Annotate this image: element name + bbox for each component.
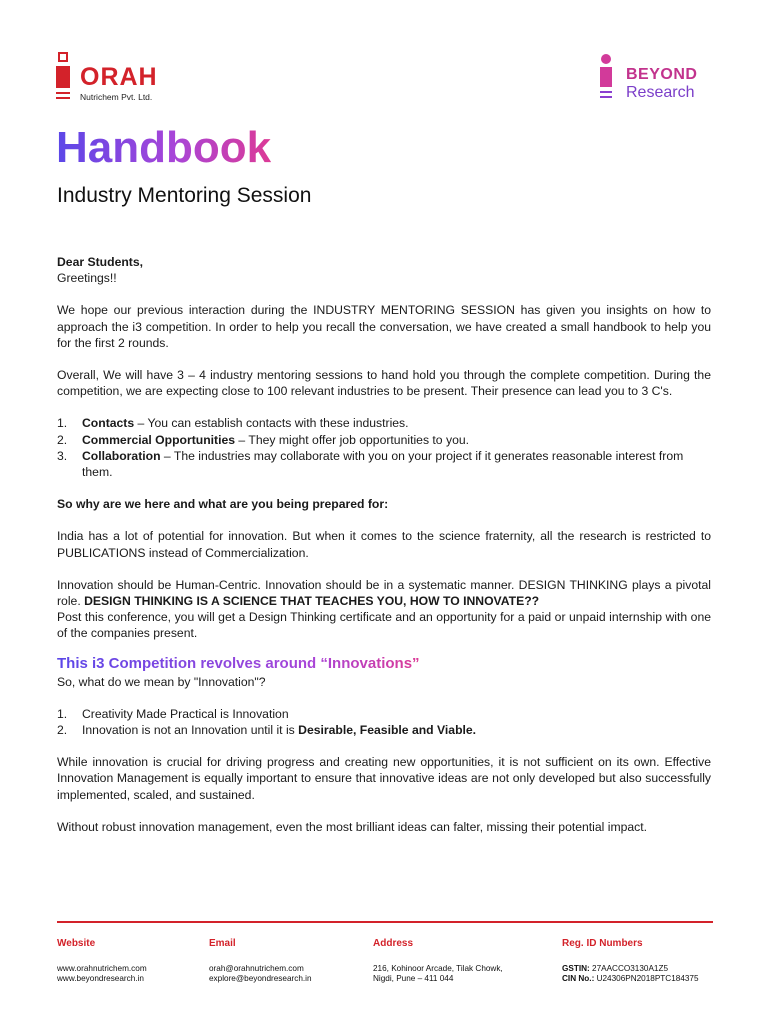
innovation-question: So, what do we mean by "Innovation"? [57, 674, 266, 689]
footer-reg-ids [562, 938, 699, 984]
page-title: Handbook [56, 120, 271, 176]
list-item-emphasis: Desirable, Feasible and Viable. [298, 723, 477, 738]
footer-website-link[interactable]: www.orahnutrichem.com [57, 964, 147, 973]
paragraph-intro: We hope our previous interaction during the INDUSTRY MENTORING SESSION has given you insights on how to approach the i3 competition. In order to help you recall the conversation, we have created a small handbook to help you for the first 2 rounds. [57, 303, 711, 350]
section-heading-innovations: This i3 Competition revolves around “Innovations” [57, 654, 420, 672]
page-subtitle: Industry Mentoring Session [57, 184, 312, 207]
footer-email-link[interactable]: orah@orahnutrichem.com [209, 964, 304, 973]
three-cs-list [57, 415, 711, 480]
list-item-text: Innovation is not an Innovation until it is [82, 723, 299, 738]
footer-website-link[interactable]: www.beyondresearch.in [57, 974, 144, 983]
innovation-list [57, 706, 711, 738]
list-item-text: – They might offer job opportunities to you. [235, 432, 470, 447]
beyond-logo-line2: Research [626, 84, 695, 101]
footer-email-link[interactable]: explore@beyondresearch.in [209, 974, 312, 983]
list-item-term: Commercial Opportunities [82, 432, 236, 447]
greeting: Greetings!! [57, 271, 117, 286]
orah-logo-name: ORAH [80, 63, 158, 91]
footer-divider [57, 921, 713, 923]
list-item: 1. Creativity Made Practical is Innovation [57, 706, 289, 721]
list-item-text: – The industries may collaborate with you on your project if it generates reasonable interest from them. [82, 448, 684, 480]
list-item: 1. Contacts – You can establish contacts with these industries. [57, 416, 409, 431]
beyond-logo-line1: BEYOND [626, 66, 698, 83]
footer-address [373, 938, 503, 984]
list-item: 2. Innovation is not an Innovation until it is Desirable, Feasible and Viable. [57, 723, 477, 738]
orah-logo [56, 52, 158, 102]
salutation: Dear Students, [57, 255, 144, 269]
list-item-text: – You can establish contacts with these industries. [134, 416, 409, 431]
paragraph-sessions: Overall, We will have 3 – 4 industry mentoring sessions to hand hold you through the complete competition. During the competition, we are expecting close to 100 relevant industries to be present. Their presence can lead you to 3 C's. [57, 368, 711, 399]
footer-address-line: Nigdi, Pune – 411 044 [373, 974, 454, 983]
paragraph-design-thinking: Innovation should be Human-Centric. Innovation should be in a systematic manner. DESIGN THINKING plays a pivotal role. DESIGN THINKING IS A SCIENCE THAT TEACHES YOU, HOW TO INNOVATE?? [57, 577, 711, 609]
footer-email-label: Email [209, 938, 236, 949]
orah-logo-icon [56, 52, 70, 102]
paragraph-innovation-management: While innovation is crucial for driving progress and creating new opportunities, it is not sufficient on its own. Effective Innovation Management is equally important to ensure that innovative ideas are not only developed but also successfully implemented, scaled, and sustained. [57, 755, 711, 802]
footer-address-label: Address [373, 938, 414, 949]
footer-address-line: 216, Kohinoor Arcade, Tilak Chowk, [373, 964, 503, 973]
why-heading: So why are we here and what are you being prepared for: [57, 497, 389, 512]
footer-email [209, 938, 312, 984]
footer-website [57, 938, 147, 984]
list-item: 3. Collaboration – The industries may collaborate with you on your project if it generates reasonable interest from them. [57, 448, 684, 480]
footer-gstin: GSTIN: 27AACCO3130A1Z5 [562, 964, 669, 973]
paragraph-closing: Without robust innovation management, even the most brilliant ideas can falter, missing their potential impact. [57, 819, 648, 834]
paragraph-certificate: Post this conference, you will get a Design Thinking certificate and an opportunity for a paid or unpaid internship with one of the companies present. [57, 610, 711, 641]
list-item-term: Contacts [82, 416, 135, 431]
beyond-logo-icon [600, 54, 612, 102]
orah-logo-subtitle: Nutrichem Pvt. Ltd. [80, 92, 153, 102]
footer-reg-label: Reg. ID Numbers [562, 938, 643, 949]
beyond-research-logo [600, 54, 697, 102]
footer-cin: CIN No.: U24306PN2018PTC184375 [562, 974, 699, 983]
list-item: 2. Commercial Opportunities – They might offer job opportunities to you. [57, 432, 470, 447]
body-content [57, 254, 711, 835]
paragraph-india: India has a lot of potential for innovation. But when it comes to the science fraternity, all the research is restricted to PUBLICATIONS instead of Commercialization. [57, 529, 711, 560]
list-item-term: Collaboration [82, 448, 161, 463]
footer-website-label: Website [57, 938, 96, 949]
list-item-text: Creativity Made Practical is Innovation [82, 706, 289, 721]
